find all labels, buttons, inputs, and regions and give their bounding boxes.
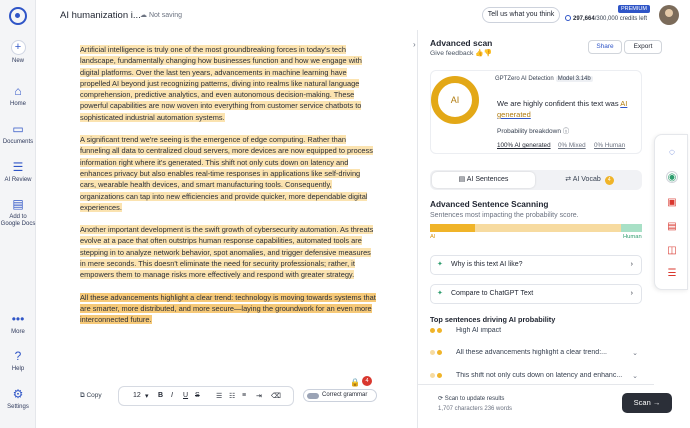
notification-badge[interactable]: 4 (362, 376, 372, 386)
paragraph-text: Artificial intelligence is truly one of the most groundbreaking forces in today's tech landscape, fundamentally changing how businesses function and how we engage with digital platforms. Over the last ten years, advancements in machine learning have propelled AI beyond just recognizing patterns, diving into realms like natural language comprehension, predictive analytics, and even autonomous decision-making. These powerful capabilities are now woven into everything from customer service chatbots to sophisticated industrial automation systems. (80, 45, 362, 122)
sidebar-item-help[interactable] (0, 349, 36, 373)
bold-button[interactable]: B (158, 392, 164, 399)
strikethrough-button[interactable]: S (195, 392, 200, 399)
sidebar-item-settings[interactable] (0, 387, 36, 411)
copy-label: Copy (86, 392, 102, 399)
list-tool-icon[interactable]: ☰ (667, 268, 677, 279)
more-dots-icon: ••• (11, 312, 25, 326)
arrow-right-icon: → (652, 398, 661, 407)
chevron-down-icon: ⌄ (632, 373, 638, 380)
panel-title: Advanced scan (430, 38, 493, 48)
sidebar-item-ai-review[interactable] (0, 160, 36, 184)
give-feedback-label: Give feedback (430, 50, 474, 57)
premium-badge: PREMIUM (618, 5, 650, 13)
feedback-button[interactable]: Tell us what you think (482, 7, 560, 23)
vocab-icon: ⇄ (565, 176, 573, 183)
confidence-prefix: We are highly confident this text was (497, 99, 621, 108)
bar-ai-label: AI (430, 234, 436, 240)
italic-button[interactable]: I (171, 392, 173, 399)
report-tool-icon[interactable]: ▤ (667, 221, 677, 232)
top-bar (36, 0, 690, 30)
advanced-scanning-title: Advanced Sentence Scanning (430, 199, 549, 209)
help-icon: ? (14, 349, 22, 363)
credits-rest: /300,000 credits left (594, 16, 648, 22)
bullet-list-icon[interactable]: ☷ (229, 393, 236, 400)
chevron-right-icon: › (630, 290, 633, 297)
sidebar-item-label: AI Review (4, 177, 32, 183)
sentence-text: This shift not only cuts down on latency and enhanc... (456, 372, 623, 379)
sidebar-item-label: Home (9, 101, 26, 107)
saving-status-text: Not saving (148, 12, 183, 19)
toggle-icon (307, 393, 319, 399)
tab-ai-vocab[interactable] (538, 172, 641, 188)
numbered-list-icon[interactable]: ☰ (216, 393, 223, 400)
document-title[interactable]: AI humanization i... (60, 10, 141, 21)
folder-icon: ▭ (12, 122, 24, 136)
cloud-off-icon: ☁ (140, 12, 149, 19)
underline-button[interactable]: U (183, 392, 189, 399)
lock-icon[interactable]: 🔒 (350, 378, 360, 387)
sidebar-item-label: Documents (2, 139, 34, 145)
info-icon[interactable]: ⓘ (562, 128, 570, 135)
editor-toolbar (76, 386, 380, 406)
refresh-icon: ⟳ (438, 396, 445, 402)
sidebar-item-label: Help (11, 366, 25, 372)
sentence-probability-bar (430, 224, 642, 232)
accordion-label: Compare to ChatGPT Text (451, 290, 534, 297)
copy-button[interactable] (80, 392, 102, 400)
grammar-label: Correct grammar (322, 392, 368, 398)
impact-dots (430, 328, 444, 335)
breakdown-label-text: Probability breakdown (497, 128, 561, 135)
credits-used: 297,664 (573, 16, 595, 22)
scan-panel (417, 30, 661, 428)
home-icon: ⌂ (14, 84, 22, 98)
advanced-scanning-subtitle: Sentences most impacting the probability score. (430, 212, 579, 219)
impact-label: High AI impact (456, 327, 502, 334)
list-check-icon: ☰ (12, 160, 24, 174)
sidebar-item-label: Settings (7, 404, 29, 410)
scan-update-hint (438, 395, 504, 402)
chevron-down-icon: ▾ (145, 393, 149, 400)
scan-footer (418, 384, 661, 428)
paragraph-text: Another important development is the swift growth of cybersecurity automation. As threats evolve at a pace that often outstrips human response capabilities, automated tools are stepping in to analyze network behavior, spot anomalies, and trigger defensive measures in mere seconds. This doesn't eliminate the need for security professionals; rather, it empowers them to manage risks more effectively and respond with greater strategy. (80, 225, 374, 280)
ai-score-ring: AI (431, 76, 479, 124)
paragraph-3 (80, 224, 376, 280)
tab-label: AI Vocab (572, 176, 601, 183)
share-button[interactable]: Share (588, 40, 622, 54)
sidebar-item-home[interactable] (0, 84, 36, 108)
document-tool-icon[interactable]: ▣ (667, 197, 677, 208)
gptzero-tool-icon[interactable]: ◌ (669, 147, 675, 158)
avatar[interactable] (659, 5, 679, 25)
model-badge: Model 3.14b (557, 76, 591, 82)
format-bar (118, 386, 294, 406)
probability-breakdown-label (497, 126, 569, 135)
sparkle-icon: ✦ (437, 290, 443, 297)
breakdown-ai[interactable]: 100% AI generated (497, 142, 551, 149)
clear-format-icon[interactable]: ⌫ (271, 393, 281, 400)
detector-name: GPTZero AI Detection (495, 76, 554, 82)
paragraph-1 (80, 44, 376, 123)
align-icon[interactable]: ≡ (242, 392, 247, 399)
top-sentences-title: Top sentences driving AI probability (430, 315, 556, 324)
score-card (430, 70, 642, 154)
paragraph-2 (80, 134, 376, 213)
credits-counter (565, 15, 647, 22)
plus-icon: + (11, 40, 26, 55)
gear-icon: ⚙ (12, 387, 24, 401)
app-logo[interactable] (9, 7, 27, 25)
editor[interactable] (80, 44, 376, 337)
scan-button[interactable] (622, 393, 672, 413)
panel-tabs (430, 170, 642, 190)
export-button[interactable]: Export (624, 40, 662, 54)
sidebar-item-google-docs[interactable] (0, 197, 36, 228)
floating-tools (654, 134, 688, 290)
thumbs-down-icon[interactable]: 👎 (483, 50, 493, 57)
bar-human-label: Human (623, 234, 642, 240)
credits-icon (565, 15, 571, 21)
why-ai-like-accordion[interactable] (430, 255, 642, 275)
impact-dots (430, 350, 444, 357)
scan-label: Scan (633, 398, 651, 407)
thumbs-up-icon[interactable]: 👍 (475, 50, 484, 57)
sentences-icon: ▤ (458, 176, 467, 183)
sparkle-icon: ✦ (437, 261, 443, 268)
compare-chatgpt-accordion[interactable] (430, 284, 642, 304)
character-count: 1,707 characters 236 words (438, 406, 513, 412)
correct-grammar-toggle[interactable] (303, 389, 377, 402)
scan-tool-icon[interactable]: ◉ (667, 172, 677, 183)
sidebar-item-new[interactable] (0, 40, 36, 65)
paragraph-4 (80, 292, 376, 326)
sidebar-item-label: Add to Google Docs (0, 214, 36, 227)
font-size-select[interactable]: 12 (133, 392, 141, 399)
saving-status (140, 11, 182, 19)
sidebar-item-label: New (11, 58, 24, 64)
sentence-text: All these advancements highlight a clear trend:... (456, 349, 607, 356)
impact-dots (430, 373, 444, 380)
give-feedback[interactable] (430, 49, 492, 57)
confidence-result[interactable]: AI generated (497, 99, 628, 119)
paragraph-text: All these advancements highlight a clear trend: technology is moving towards systems that are smarter, more distributed, and more secure—laying the groundwork for an even more interconnected future. (80, 292, 376, 325)
citation-tool-icon[interactable]: ◫ (667, 245, 677, 256)
tab-ai-sentences[interactable] (432, 172, 535, 188)
collapse-panel-icon[interactable]: › (413, 40, 416, 49)
indent-icon[interactable]: ⇥ (256, 393, 262, 400)
google-docs-icon: ▤ (12, 197, 24, 211)
chevron-right-icon: › (630, 261, 633, 268)
breakdown-human[interactable]: 0% Human (594, 142, 626, 149)
scan-update-text: Scan to update results (444, 396, 505, 402)
breakdown-mixed[interactable]: 0% Mixed (558, 142, 586, 149)
sidebar (0, 0, 36, 428)
sidebar-item-label: More (11, 329, 25, 335)
accordion-label: Why is this text AI like? (451, 261, 523, 268)
vocab-count-badge: 4 (605, 176, 614, 185)
tab-label: AI Sentences (466, 176, 509, 183)
paragraph-text: A significant trend we're seeing is the emergence of edge computing. Rather than funneling all data to centralized cloud servers, more devices are now equipped to process information right where it's generated. This shift not only cuts down on latency and enhances privacy but also enables real-time responses in applications like self-driving cars, wearable health devices, and smart manufacturing tools. Consequently, organizations can tap into new efficiencies and provide quicker, more dependable digital experiences. (80, 135, 373, 212)
chevron-down-icon: ⌄ (632, 350, 638, 357)
sidebar-item-documents[interactable] (0, 122, 36, 146)
copy-icon: ⧉ (80, 392, 87, 399)
confidence-statement (497, 98, 647, 120)
detector-label (495, 76, 593, 82)
sidebar-item-more[interactable] (0, 312, 36, 336)
